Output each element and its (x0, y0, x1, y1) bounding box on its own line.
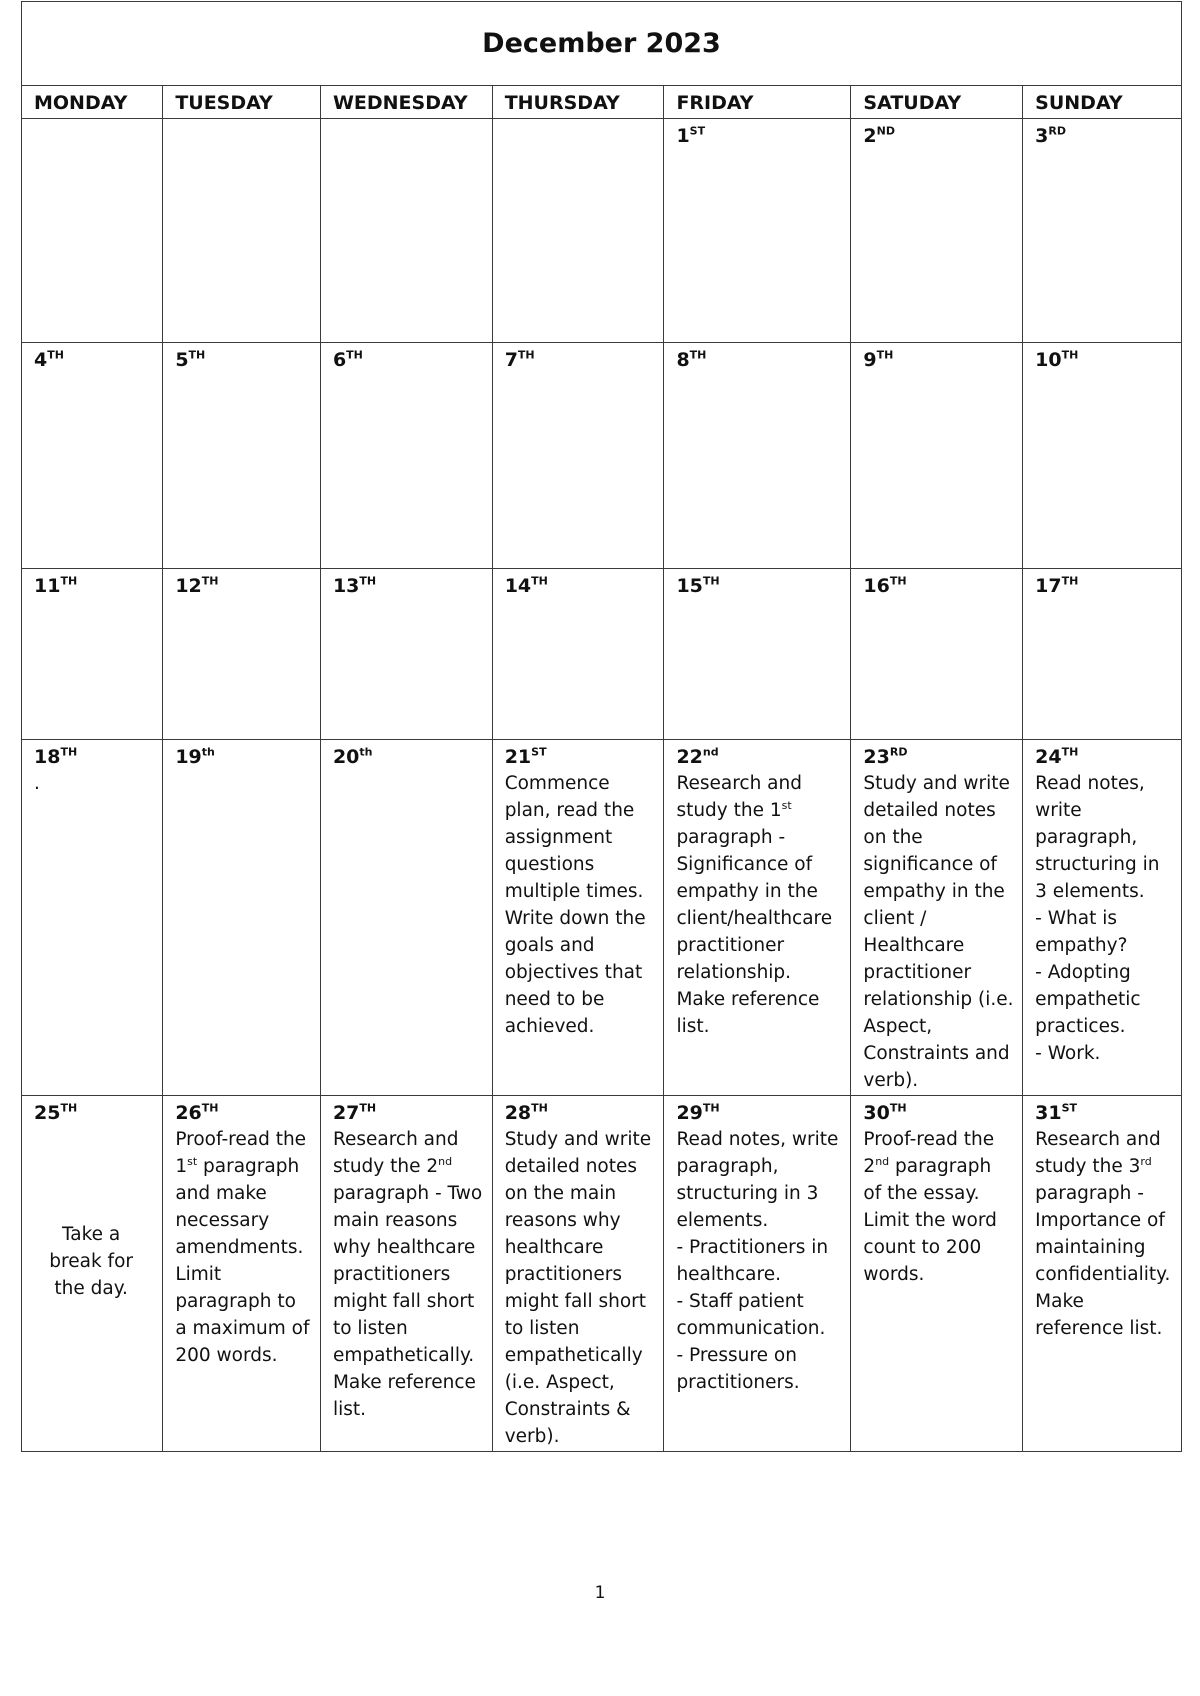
day-number-suffix: ST (531, 745, 547, 759)
day-cell (1023, 119, 1182, 343)
day-number-value: 13 (332, 575, 360, 597)
day-cell (664, 119, 851, 343)
day-number-suffix: TH (689, 348, 707, 362)
day-cell (492, 1096, 664, 1452)
day-cell (163, 740, 321, 1096)
day-number-suffix: TH (346, 348, 363, 362)
day-number (175, 1100, 312, 1126)
week-row (22, 119, 1182, 343)
weekday-wednesday: WEDNESDAY (320, 86, 492, 119)
day-note: Research and study the 3rd paragraph - Importance of maintaining confidentiality. Make reference list. (1035, 1129, 1171, 1339)
day-number (676, 573, 842, 599)
day-cell (163, 569, 321, 740)
day-number-value: 27 (332, 1102, 360, 1124)
day-number-value: 23 (863, 746, 890, 768)
day-note: Research and study the 1st paragraph - Significance of empathy in the client/healthcare practitioner relationship. Make reference list. (676, 773, 833, 1037)
day-number (1035, 744, 1173, 770)
day-number-suffix: ST (689, 124, 706, 138)
day-number-suffix: TH (47, 348, 64, 362)
day-number (676, 1100, 842, 1126)
day-note: Proof-read the 2nd paragraph of the essay. Limit the word count to 200 words. (863, 1129, 997, 1285)
weekday-saturday: SATUDAY (851, 86, 1023, 119)
day-number-value: 16 (863, 575, 890, 597)
day-number (676, 123, 842, 149)
day-number-suffix: TH (517, 348, 535, 362)
day-cell (22, 119, 163, 343)
day-number (863, 123, 1014, 149)
day-number-suffix: th (359, 745, 373, 759)
day-number (34, 347, 154, 373)
day-number (333, 744, 484, 770)
day-number (175, 573, 312, 599)
day-cell (492, 343, 664, 569)
day-number-suffix: TH (702, 1101, 720, 1115)
day-number-suffix: RD (889, 745, 908, 759)
day-number-value: 18 (34, 746, 61, 768)
day-number (34, 573, 154, 599)
day-number-value: 3 (1035, 125, 1049, 147)
day-number-value: 26 (175, 1102, 202, 1124)
day-number-suffix: ST (1061, 1101, 1078, 1115)
day-cell (320, 1096, 492, 1452)
day-cell (163, 119, 321, 343)
day-number-value: 30 (863, 1102, 890, 1124)
day-number-value: 5 (175, 349, 189, 371)
weekday-sunday: SUNDAY (1023, 86, 1182, 119)
week-row (22, 740, 1182, 1096)
day-number (863, 347, 1014, 373)
day-number-value: 29 (676, 1102, 703, 1124)
day-number-suffix: TH (876, 348, 894, 362)
week-row (22, 343, 1182, 569)
day-number-value: 6 (332, 349, 347, 371)
day-cell (320, 740, 492, 1096)
day-number (505, 1100, 656, 1126)
day-note: Study and write detailed notes on the significance of empathy in the client / Healthcare practitioner relationship (i.e. Aspect, Constraints and verb). (863, 773, 1014, 1091)
day-cell (492, 119, 664, 343)
day-number-suffix: TH (1061, 348, 1079, 362)
day-number-suffix: RD (1048, 124, 1066, 138)
day-number-value: 19 (175, 746, 202, 768)
day-number-suffix: TH (60, 745, 78, 759)
day-cell (22, 343, 163, 569)
day-number-suffix: TH (201, 574, 219, 588)
week-row (22, 1096, 1182, 1452)
day-note: Proof-read the 1st paragraph and make necessary amendments. Limit paragraph to a maximum of 200 words. (175, 1129, 310, 1366)
day-number (34, 1100, 154, 1126)
day-number-suffix: TH (702, 574, 720, 588)
week-row (22, 569, 1182, 740)
day-number-suffix: TH (531, 574, 548, 588)
day-cell (492, 569, 664, 740)
day-number (863, 573, 1014, 599)
day-cell (664, 740, 851, 1096)
day-number (863, 1100, 1014, 1126)
day-cell (851, 569, 1023, 740)
day-number-suffix: TH (359, 574, 377, 588)
day-number-value: 7 (504, 349, 518, 371)
day-number-value: 20 (332, 746, 360, 768)
day-cell (1023, 1096, 1182, 1452)
day-number-suffix: TH (889, 574, 907, 588)
day-cell (664, 1096, 851, 1452)
day-number-value: 31 (1035, 1102, 1062, 1124)
day-number-suffix: TH (60, 1101, 78, 1115)
day-number (863, 744, 1014, 770)
day-cell (851, 740, 1023, 1096)
day-number (175, 347, 312, 373)
day-cell (851, 119, 1023, 343)
day-number-suffix: ND (876, 124, 895, 138)
day-number-value: 14 (504, 575, 532, 597)
day-cell (22, 1096, 163, 1452)
day-number-suffix: TH (188, 348, 206, 362)
weekday-monday: MONDAY (22, 86, 163, 119)
day-number (333, 573, 484, 599)
day-number-value: 15 (676, 575, 703, 597)
day-cell (1023, 343, 1182, 569)
day-note: Read notes, write paragraph, structuring in 3 elements. - Practitioners in healthcare. - Staff patient communication. - Pressure on practitioners. (676, 1129, 839, 1393)
day-cell (163, 1096, 321, 1452)
day-number (676, 347, 842, 373)
day-cell (22, 569, 163, 740)
day-number-value: 9 (863, 349, 877, 371)
day-note: Take a break for the day. (49, 1224, 133, 1299)
weekday-tuesday: TUESDAY (163, 86, 321, 119)
day-cell (320, 569, 492, 740)
day-number-suffix: TH (359, 1101, 377, 1115)
page-number: 1 (594, 1583, 606, 1603)
day-number-suffix: th (201, 745, 215, 759)
day-number (505, 744, 656, 770)
day-number-value: 10 (1035, 349, 1062, 371)
day-number-value: 12 (175, 575, 202, 597)
day-number-value: 22 (676, 746, 703, 768)
day-number-value: 21 (504, 746, 532, 768)
day-number-suffix: TH (1061, 745, 1079, 759)
day-number-value: 2 (863, 125, 877, 147)
day-number (505, 347, 656, 373)
day-cell (492, 740, 664, 1096)
day-cell (320, 119, 492, 343)
calendar-table (21, 1, 1182, 1452)
day-number-suffix: TH (60, 574, 78, 588)
day-number (1035, 347, 1173, 373)
day-cell (163, 343, 321, 569)
day-note: Commence plan, read the assignment questions multiple times. Write down the goals and objectives that need to be achieved. (504, 773, 646, 1037)
day-number (333, 1100, 484, 1126)
day-cell (664, 569, 851, 740)
day-number-value: 25 (34, 1102, 61, 1124)
day-number-suffix: TH (531, 1101, 548, 1115)
day-cell (1023, 569, 1182, 740)
day-number (1035, 123, 1173, 149)
day-cell (320, 343, 492, 569)
day-note: . (34, 773, 40, 794)
day-cell (851, 343, 1023, 569)
day-number (505, 573, 656, 599)
day-number-suffix: nd (702, 745, 719, 759)
day-number-value: 17 (1035, 575, 1062, 597)
day-cell (664, 343, 851, 569)
day-cell (1023, 740, 1182, 1096)
day-note: Research and study the 2nd paragraph - Two main reasons why healthcare practitioners might fall short to listen empathetically. Make reference list. (332, 1129, 483, 1420)
day-cell (22, 740, 163, 1096)
day-number-value: 4 (34, 349, 48, 371)
weekday-thursday: THURSDAY (492, 86, 664, 119)
day-number-value: 1 (676, 125, 690, 147)
weekday-friday: FRIDAY (664, 86, 851, 119)
day-cell (851, 1096, 1023, 1452)
day-number (676, 744, 842, 770)
day-number-suffix: TH (201, 1101, 219, 1115)
day-number-suffix: TH (1061, 574, 1079, 588)
day-number (34, 744, 154, 770)
day-number (333, 347, 484, 373)
day-number-value: 24 (1035, 746, 1062, 768)
day-note: Read notes, write paragraph, structuring in 3 elements. - What is empathy? - Adopting empathetic practices. - Work. (1035, 773, 1160, 1064)
day-number-value: 28 (504, 1102, 532, 1124)
day-number-value: 11 (34, 575, 61, 597)
day-number-value: 8 (676, 349, 690, 371)
day-number (1035, 573, 1173, 599)
calendar-title: December 2023 (22, 2, 1182, 86)
day-number (1035, 1100, 1173, 1126)
day-number (175, 744, 312, 770)
weekday-header-row (22, 86, 1182, 119)
day-number-suffix: TH (889, 1101, 907, 1115)
day-note: Study and write detailed notes on the main reasons why healthcare practitioners might fall short to listen empathetically (i.e. Aspect, Constraints & verb). (504, 1129, 652, 1447)
